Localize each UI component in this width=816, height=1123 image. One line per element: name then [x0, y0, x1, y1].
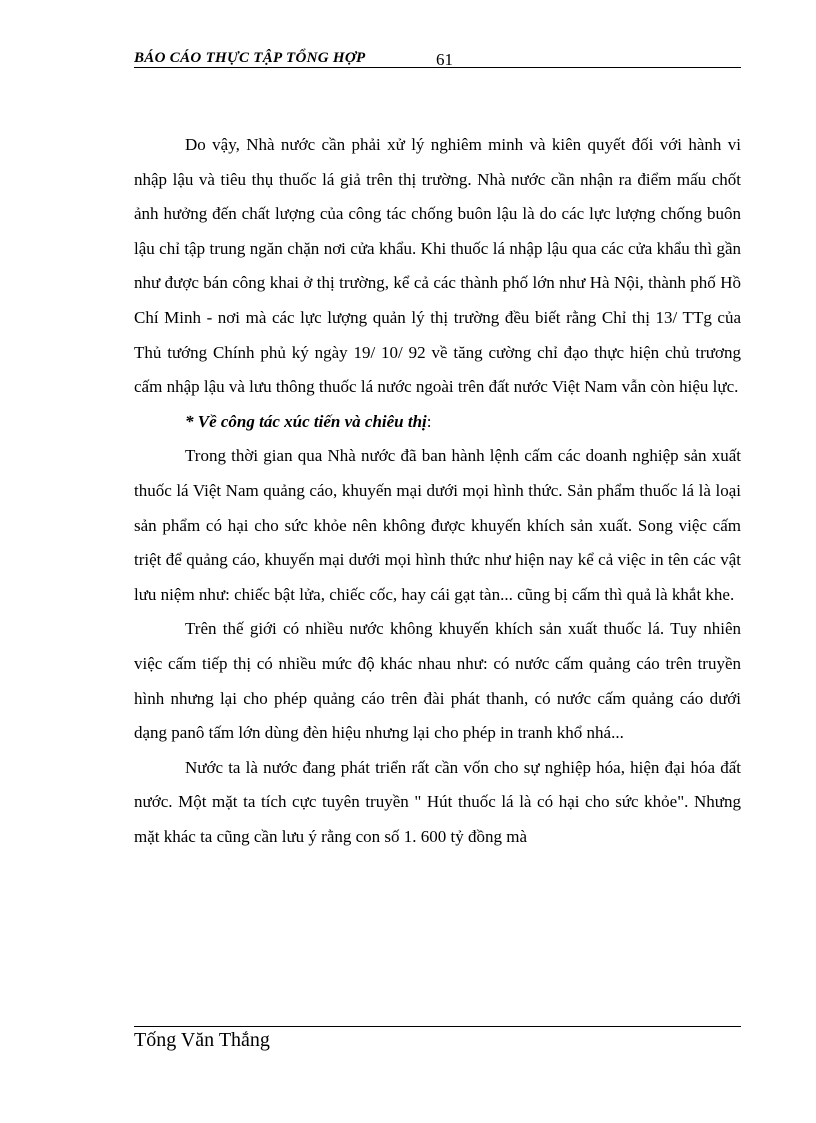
header-divider: [134, 67, 741, 68]
footer-divider: [134, 1026, 741, 1027]
paragraph-2: Trong thời gian qua Nhà nước đã ban hành lệnh cấm các doanh nghiệp sản xuất thuốc lá Việt Nam quảng cáo, khuyến mại dưới mọi hình thức. Sản phẩm thuốc lá là loại sản phẩm có hại cho sức khỏe nên không được khuyến khích sản xuất. Song việc cấm triệt để quảng cáo, khuyến mại dưới mọi hình thức như hiện nay kể cả việc in tên các vật lưu niệm như: chiếc bật lửa, chiếc cốc, hay cái gạt tàn... cũng bị cấm thì quả là khắt khe.: [134, 446, 741, 604]
page-header: [134, 44, 741, 68]
footer-author: Tống Văn Thắng: [134, 1029, 270, 1051]
header-title: BÁO CÁO THỰC TẬP TỔNG HỢP: [134, 50, 366, 66]
document-body: [134, 128, 741, 854]
section-heading-colon: :: [426, 411, 432, 431]
paragraph-4: Nước ta là nước đang phát triển rất cần vốn cho sự nghiệp hóa, hiện đại hóa đất nước. Một mặt ta tích cực tuyên truyền " Hút thuốc lá là có hại cho sức khỏe". Nhưng mặt khác ta cũng cần lưu ý rằng con số 1. 600 tỷ đồng mà: [134, 757, 741, 846]
section-heading: [134, 405, 741, 440]
paragraph-3: Trên thế giới có nhiều nước không khuyến khích sản xuất thuốc lá. Tuy nhiên việc cấm tiếp thị có nhiều mức độ khác nhau như: có nước cấm quảng cáo trên truyền hình nhưng lại cho phép quảng cáo trên đài phát thanh, có nước cấm quảng cáo dưới dạng panô tấm lớn dùng đèn hiệu nhưng lại cho phép in tranh khổ nhá...: [134, 619, 741, 743]
page-number: 61: [436, 50, 453, 69]
section-heading-text: * Về công tác xúc tiến và chiêu thị: [185, 411, 427, 431]
paragraph-1: Do vậy, Nhà nước cần phải xử lý nghiêm minh và kiên quyết đối với hành vi nhập lậu và tiêu thụ thuốc lá giả trên thị trường. Nhà nước cần nhận ra điểm mấu chốt ảnh hưởng đến chất lượng của công tác chống buôn lậu là do các lực lượng chống buôn lậu chỉ tập trung ngăn chặn nơi cửa khẩu. Khi thuốc lá nhập lậu qua các cửa khẩu thì gần như được bán công khai ở thị trường, kể cả các thành phố lớn như Hà Nội, thành phố Hồ Chí Minh - nơi mà các lực lượng quản lý thị trường đều biết rằng Chỉ thị 13/ TTg của Thủ tướng Chính phủ ký ngày 19/ 10/ 92 về tăng cường chỉ đạo thực hiện chủ trương cấm nhập lậu và lưu thông thuốc lá nước ngoài trên đất nước Việt Nam vẫn còn hiệu lực.: [134, 135, 741, 397]
